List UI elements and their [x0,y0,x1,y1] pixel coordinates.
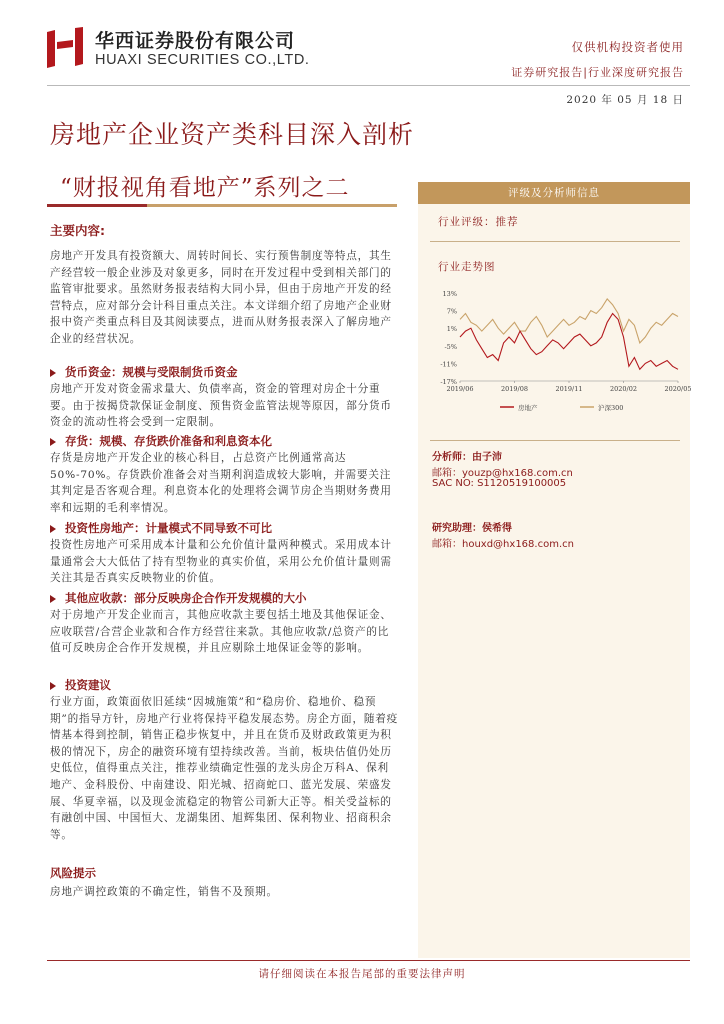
analyst-name: 分析师：由子沛 [432,452,502,463]
intro-paragraph: 房地产开发具有投资额大、周转时间长、实行预售制度等特点，其生产经营较一般企业涉及对象更多，同时在开发过程中受到相关部门的监管审批要求。虽然财务报表结构大同小异，但由于房地产开发的经营特点，应对部分会计科目重点关注。本文详细介绍了房地产企业财报中资产类重点科目及其阅读要点，进而从财务报表深入了解房地产企业的经营状况。 [50,250,392,345]
analyst-sac-no: SAC NO: S1120519100005 [432,478,567,489]
section-body-cash: 房地产开发对资金需求量大、负债率高，资金的管理对房企十分重要。由于按揭贷款保证金制度、预售资金监管法规等原因，部分货币资金的流动性将会受到一定限制。 [50,383,392,429]
arrow-icon [50,369,56,377]
section-heading-investment-advice: 投资建议 [50,677,111,693]
legend-label: 沪深300 [598,404,624,412]
section-heading-investment-property: 投资性房地产：计量模式不同导致不可比 [50,520,272,536]
footer-disclaimer: 请仔细阅读在本报告尾部的重要法律声明 [258,968,466,980]
report-type: 证券研究报告|行业深度研究报告 [511,66,684,79]
series-line-real-estate [460,314,678,370]
section-body-investment-advice: 行业方面，政策面依旧延续“因城施策”和“稳房价、稳地价、稳预期”的指导方针，房地产行业将保持平稳发展态势。房企方面，随着疫情基本得到控制，销售正稳步恢复中，并且在货币及财政政策更为积极的情况下，房企的融资环境有望持续改善。当前，板块估值仍处历史低位，值得重点关注，推荐业绩确定性强的龙头房企万科A、保利地产、金科股份、中南建设、阳光城、招商蛇口、蓝光发展、荣盛发展、华夏幸福，以及现金流稳定的物管公司新大正等。相关受益标的有融创中国、中国恒大、龙湖集团、旭辉集团、保利物业、招商积余等。 [50,696,399,841]
audience-note: 仅供机构投资者使用 [571,40,684,54]
analyst-email[interactable]: 邮箱：youzp@hx168.com.cn [432,468,573,479]
y-tick-label: 7% [446,307,457,316]
section-heading-inventory: 存货：规模、存货跌价准备和利息资本化 [50,433,272,449]
legend-label: 房地产 [518,404,538,412]
y-tick-label: 1% [446,325,457,334]
section-heading-cash: 货币资金：规模与受限制货币资金 [50,364,238,380]
report-subtitle: “财报视角看地产”系列之二 [60,175,350,201]
y-tick-label: -5% [444,342,457,351]
section-body-other-receivables: 对于房地产开发企业而言，其他应收款主要包括土地及其他保证金、应收联营/合营企业款和合作方经营往来款。其他应收款/总资产的比值可反映房企合作开发规模，并且应剔除土地保证金等的影响。 [50,609,392,655]
sidebar-divider [430,241,680,242]
y-tick-label: -11% [440,360,457,369]
x-tick-label: 2019/11 [555,385,583,393]
arrow-icon [50,525,56,533]
title-underline [47,203,397,209]
report-date: 2020 年 05 月 18 日 [566,94,684,106]
risk-body: 房地产调控政策的不确定性，销售不及预期。 [50,886,278,898]
x-tick-label: 2019/08 [500,385,529,393]
section-body-inventory: 存货是房地产开发企业的核心科目，占总资产比例通常高达50%-70%。存货跌价准备会对当期利润造成较大影响，并需要关注其判定是否客观合理。利息资本化的处理将会调节房企当期财务费用率和远期的毛利率情况。 [50,452,392,514]
y-tick-label: 13% [442,290,457,298]
arrow-icon [50,682,56,690]
company-name-cn: 华西证券股份有限公司 [95,30,296,52]
trend-chart-title: 行业走势图 [438,261,496,273]
x-tick-label: 2020/02 [609,385,638,393]
section-body-investment-property: 投资性房地产可采用成本计量和公允价值计量两种模式。采用成本计量通常会大大低估了持有型物业的真实价值，采用公允价值计量则需关注其是否真实反映物业的价值。 [50,539,392,585]
research-assistant-name: 研究助理：侯希得 [432,523,512,534]
header-divider [47,85,690,86]
arrow-icon [50,438,56,446]
risk-heading: 风险提示 [50,866,96,880]
industry-rating: 行业评级：推荐 [438,216,519,228]
research-assistant-email[interactable]: 邮箱：houxd@hx168.com.cn [432,539,574,550]
sidebar-divider [430,440,680,441]
huaxi-logo-icon [47,27,83,69]
x-tick-label: 2019/06 [446,385,474,393]
series-line-csi300 [460,299,678,343]
trend-chart [430,283,692,418]
arrow-icon [50,595,56,603]
x-tick-label: 2020/05 [664,385,692,393]
y-tick-label: -17% [440,378,457,386]
main-content-heading: 主要内容: [50,223,105,238]
report-title: 房地产企业资产类科目深入剖析 [50,120,415,149]
sidebar-header: 评级及分析师信息 [418,182,690,204]
company-name-en: HUAXI SECURITIES CO.,LTD. [95,52,310,68]
section-heading-other-receivables: 其他应收款：部分反映房企合作开发规模的大小 [50,590,307,606]
footer-divider [47,960,690,961]
